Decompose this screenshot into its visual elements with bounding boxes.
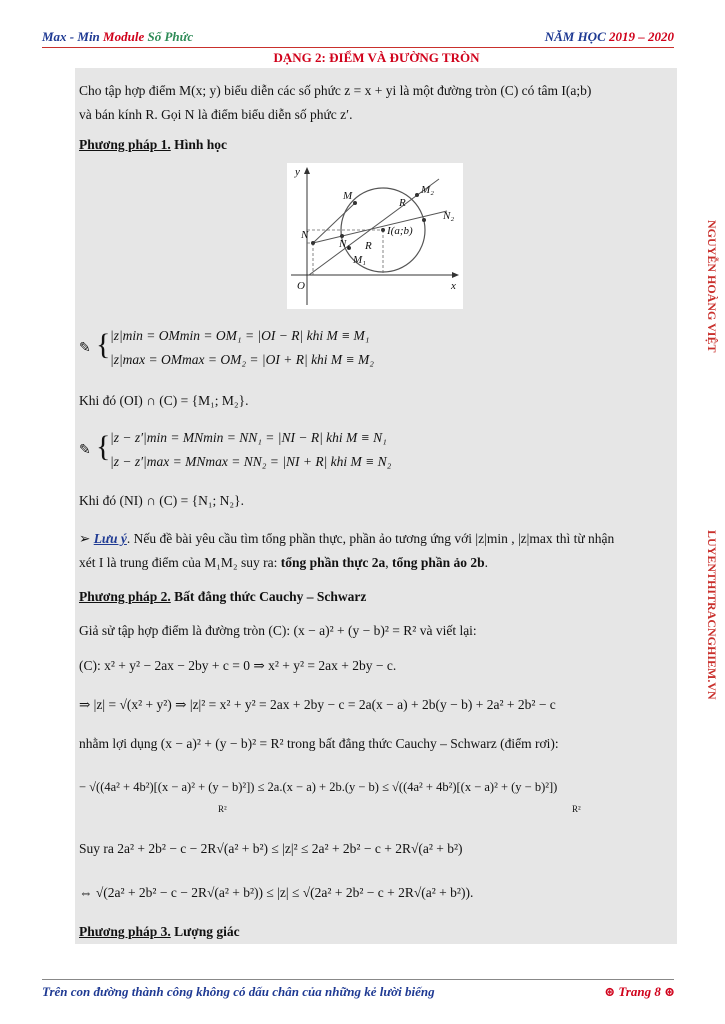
label-n2: N₂ bbox=[443, 210, 455, 222]
m2-line-3: ⇒ |z| = √(x² + y²) ⇒ |z|² = x² + y² = 2ax + 2by − c = 2a(x − a) + 2b(y − b) + 2a² + 2b² − c bbox=[79, 697, 556, 712]
page-header bbox=[42, 27, 674, 49]
note-line-2: xét I là trung điểm của M₁M₂ suy ra: tổng phần thực 2a, tổng phần ảo 2b. bbox=[79, 555, 489, 570]
label-n1: N₁ bbox=[339, 238, 351, 250]
khi-do-ni: Khi đó (NI) ∩ (C) = {N₁; N₂}. bbox=[79, 493, 244, 508]
point-n2 bbox=[422, 218, 426, 222]
point-m2 bbox=[415, 193, 419, 197]
method-3-heading: Phương pháp 3. Lượng giác bbox=[79, 924, 240, 939]
m2-line-1: Giả sử tập hợp điểm là đường tròn (C): (x − a)² + (y − b)² = R² và viết lại: bbox=[79, 623, 477, 638]
label-x: x bbox=[451, 280, 456, 292]
section-title: DẠNG 2: ĐIỂM VÀ ĐƯỜNG TRÒN bbox=[273, 50, 480, 65]
label-y: y bbox=[295, 166, 300, 178]
header-right: NĂM HỌC 2019 – 2020 bbox=[544, 29, 674, 44]
line-oi bbox=[309, 179, 439, 275]
pen-icon: ✎ bbox=[79, 341, 91, 356]
header-divider bbox=[42, 47, 674, 48]
eq-zz-max: |z − z′|max = MNmax = NN₂ = |NI + R| khi M ≡ N₂ bbox=[110, 454, 392, 469]
circle-figure bbox=[287, 163, 463, 309]
m2-line-5: − √((4a² + 4b²)[(x − a)² + (y − b)²]) ≤ 2a.(x − a) + 2b.(y − b) ≤ √((4a² + 4b²)[(x − a)² + (y − b)²]) bbox=[79, 780, 558, 794]
label-m1: M₁ bbox=[353, 254, 366, 266]
m2-line-4: nhằm lợi dụng (x − a)² + (y − b)² = R² trong bất đẳng thức Cauchy – Schwarz (điểm rơi): bbox=[79, 736, 559, 751]
khi-do-oi: Khi đó (OI) ∩ (C) = {M₁; M₂}. bbox=[79, 393, 249, 408]
label-i: I(a;b) bbox=[387, 225, 413, 237]
point-n bbox=[311, 241, 315, 245]
label-m2: M₂ bbox=[421, 184, 434, 196]
note-line-1: ➢ Lưu ý. Nếu đề bài yêu cầu tìm tổng phần thực, phần ảo tương ứng với |z|min , |z|max thì từ nhận bbox=[79, 531, 615, 546]
label-n: N bbox=[301, 229, 309, 241]
side-label-author: NGUYỄN HOÀNG VIỆT bbox=[705, 220, 719, 353]
circle-diagram bbox=[287, 163, 463, 309]
footer-quote: Trên con đường thành công không có dấu chân của những kẻ lười biếng bbox=[42, 984, 435, 999]
label-r-upper: R bbox=[399, 197, 406, 209]
m2-line-7: ⇔ √(2a² + 2b² − c − 2R√(a² + b²)) ≤ |z| ≤ √(2a² + 2b² − c + 2R√(a² + b²)). bbox=[79, 885, 474, 900]
line-ni bbox=[313, 211, 447, 243]
side-label-website: LUYENTHITRACNGHIEM.VN bbox=[705, 530, 719, 700]
y-axis-arrow bbox=[304, 167, 310, 174]
header-left: Max - Min Module Số Phức bbox=[42, 29, 194, 44]
point-i bbox=[381, 228, 385, 232]
intro-line-1: Cho tập hợp điểm M(x; y) biểu diễn các số phức z = x + yi là một đường tròn (C) có tâm I(a;b) bbox=[79, 83, 592, 98]
footer-divider bbox=[42, 979, 674, 980]
method-1-heading: Phương pháp 1. Hình học bbox=[79, 137, 228, 152]
m2-line-2: (C): x² + y² − 2ax − 2by + c = 0 ⇒ x² + y² = 2ax + 2by − c. bbox=[79, 658, 397, 673]
eq-zmin-om: |z|min = OMmin = OM₁ = |OI − R| khi M ≡ M₁ bbox=[110, 328, 370, 343]
m2-line-6: Suy ra 2a² + 2b² − c − 2R√(a² + b²) ≤ |z|² ≤ 2a² + 2b² − c + 2R√(a² + b²) bbox=[79, 841, 463, 856]
eq-zz-min: |z − z′|min = MNmin = NN₁ = |NI − R| khi M ≡ N₁ bbox=[110, 430, 387, 445]
r2-label-right: R² bbox=[572, 804, 581, 814]
method-2-heading: Phương pháp 2. Bất đẳng thức Cauchy – Schwarz bbox=[79, 589, 367, 604]
eq-zmax-om: |z|max = OMmax = OM₂ = |OI + R| khi M ≡ M₂ bbox=[110, 352, 374, 367]
label-r-lower: R bbox=[365, 240, 372, 252]
page-number: ⊛ Trang 8 ⊛ bbox=[604, 984, 675, 999]
brace-1: { bbox=[96, 328, 111, 361]
segment-nm bbox=[313, 203, 355, 243]
x-axis-arrow bbox=[452, 272, 459, 278]
label-m: M bbox=[343, 190, 353, 202]
r2-label-left: R² bbox=[218, 804, 227, 814]
pen-icon: ✎ bbox=[79, 443, 91, 458]
brace-2: { bbox=[96, 430, 111, 463]
label-o: O bbox=[297, 280, 305, 292]
point-m bbox=[353, 201, 357, 205]
intro-line-2: và bán kính R. Gọi N là điểm biểu diễn số phức z′. bbox=[79, 107, 353, 122]
